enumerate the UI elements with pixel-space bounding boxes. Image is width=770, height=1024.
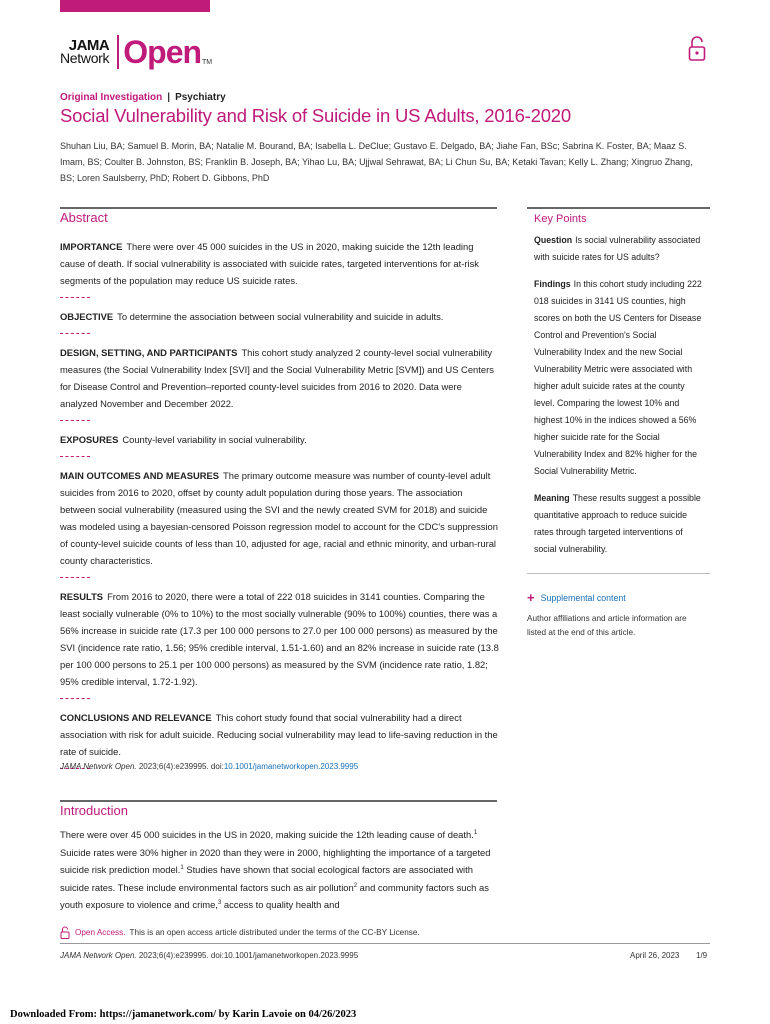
- findings-text: In this cohort study including 222 018 suicides in 3141 US counties, high scores on both the US Centers for Disease Control and Prevention's Social Vulnerability Index and the new Social Vulnerability Metric were associated with higher adult suicide rates at the county level. Comparing the lowest 10% and highest 10% in the indices showed a 56% higher suicide rate for the Social Vulnerability Index and 82% higher for the Social Vulnerability Metric.: [534, 279, 702, 476]
- abstract-citation: [60, 762, 358, 771]
- exposures-label: EXPOSURES: [60, 434, 119, 445]
- category-secondary[interactable]: Psychiatry: [175, 92, 226, 103]
- abstract-rule: [60, 207, 497, 209]
- reference-marker[interactable]: 1: [473, 829, 478, 836]
- citation-text: 2023;6(4):e239995. doi:: [138, 762, 224, 771]
- category-primary[interactable]: Original Investigation: [60, 92, 163, 103]
- logo-open: Open: [123, 34, 202, 70]
- findings-label: Findings: [534, 279, 571, 289]
- key-points-body: [534, 232, 706, 568]
- abstract-body: [60, 238, 500, 779]
- abstract-objective: [60, 308, 500, 325]
- objective-label: OBJECTIVE: [60, 311, 114, 322]
- importance-text: There were over 45 000 suicides in the US in 2020, making suicide the 12th leading cause of death. If social vulnerability is associated with suicide rates, targeted interventions for at-risk segments of the population may reduce US suicide rates.: [60, 241, 479, 286]
- footer-rule: [60, 943, 710, 944]
- question-label: Question: [534, 235, 573, 245]
- section-divider: [60, 577, 90, 578]
- introduction-heading: Introduction: [60, 803, 128, 818]
- citation-journal: JAMA Network Open.: [60, 762, 137, 771]
- article-title: Social Vulnerability and Risk of Suicide in US Adults, 2016-2020: [60, 105, 571, 126]
- design-label: DESIGN, SETTING, AND PARTICIPANTS: [60, 347, 238, 358]
- outcomes-text: The primary outcome measure was number of county-level adult suicides from 2016 to 2020, offset by county adult population during those years. The association between social vulnerability (measured using the SVI and the newly created SVM for 2018) and suicide was modeled using a bayesian-censored Poisson regression model to account for the CDC's suppression of county-level suicide counts of less than 10, adjusted for age, racial and ethnic minority, and urban-rural county characteristics.: [60, 470, 498, 566]
- section-divider: [60, 420, 90, 421]
- design-text: This cohort study analyzed 2 county-level social vulnerability measures (the Social Vulnerability Index [SVI] and the Social Vulnerability Metric [SVM]) and US Centers for Disease Control and Prevention–reported county-level suicides from 2016 to 2020. Data were analyzed November and December 2022.: [60, 347, 494, 409]
- key-points-rule: [527, 207, 710, 209]
- key-points-meaning: [534, 490, 706, 558]
- key-points-heading: Key Points: [534, 213, 587, 225]
- open-lock-icon[interactable]: [688, 36, 706, 62]
- logo-jama: JAMA: [68, 37, 110, 54]
- key-points-question: [534, 232, 706, 266]
- plus-icon: +: [527, 590, 535, 605]
- meaning-label: Meaning: [534, 493, 570, 503]
- footer-citation: [60, 951, 358, 960]
- open-access-text: This is an open access article distributed under the terms of the CC-BY License.: [129, 928, 420, 937]
- abstract-conclusions: [60, 709, 500, 760]
- section-divider: [60, 297, 90, 298]
- introduction-body: [60, 826, 500, 914]
- open-access-label[interactable]: Open Access.: [75, 928, 126, 937]
- logo-trademark: TM: [202, 59, 213, 66]
- footer-date: April 26, 2023: [630, 951, 680, 960]
- conclusions-label: CONCLUSIONS AND RELEVANCE: [60, 712, 212, 723]
- footer-citation-text: 2023;6(4):e239995. doi:10.1001/jamanetworkopen.2023.9995: [138, 951, 359, 960]
- logo-divider: [117, 35, 119, 69]
- meaning-text: These results suggest a possible quantitative approach to reduce suicide rates through targeted interventions of social vulnerability.: [534, 493, 701, 554]
- reference-marker[interactable]: 3: [217, 899, 222, 906]
- category-separator: |: [167, 92, 171, 103]
- results-label: RESULTS: [60, 591, 104, 602]
- key-points-findings: [534, 276, 706, 480]
- objective-text: To determine the association between social vulnerability and suicide in adults.: [117, 311, 444, 322]
- article-category: [60, 92, 226, 103]
- open-access-notice: [60, 926, 420, 939]
- intro-text: and community factors such as youth exposure to violence and crime,: [60, 881, 489, 910]
- open-lock-icon: [60, 926, 70, 939]
- author-list: Shuhan Liu, BA; Samuel B. Morin, BA; Natalie M. Bourand, BA; Isabella L. DeClue; Gustavo E. Delgado, BA; Jiahe Fan, BSc; Sabrina K. Foster, BA; Maaz S. Imam, BS; Coulter B. Johnston, BS; Franklin B. Joseph, BA; Yihao Lu, BA; Ujjwal Sehrawat, BA; Li Chun Su, BA; Ketaki Tavan; Kelly L. Zhang; Xingruo Zhang, BS; Loren Saulsberry, PhD; Robert D. Gibbons, PhD: [60, 141, 693, 183]
- logo-wordmark-left: [60, 39, 109, 65]
- supplemental-label[interactable]: Supplemental content: [540, 592, 626, 603]
- intro-text: access to quality health and: [221, 899, 340, 910]
- results-text: From 2016 to 2020, there were a total of 222 018 suicides in 3141 counties. Comparing the least socially vulnerable (0% to 10%) to the most socially vulnerable (90% to 100%) counties, there was a 56% increase in suicide rate (17.3 per 100 000 persons to 27.0 per 100 000 persons) as measured by the SVI (incidence rate ratio, 1.56; 95% credible interval, 1.51-1.60) and an 82% increase in suicide rate (13.8 per 100 000 persons to 25.1 per 100 000 persons) as measured by the SVM (incidence rate ratio, 1.82; 95% credible interval, 1.72-1.92).: [60, 591, 499, 687]
- question-text: Is social vulnerability associated with suicide rates for US adults?: [534, 235, 701, 262]
- conclusions-text: This cohort study found that social vulnerability had a direct association with risk for adult suicide. Reducing social vulnerability may lead to life-saving reduction in the rate of suicide.: [60, 712, 498, 757]
- reference-marker[interactable]: 1: [180, 864, 184, 871]
- abstract-outcomes: [60, 467, 500, 569]
- intro-text: Suicide rates were 30% higher in 2020 than they were in 2000, highlighting the importance of a targeted suicide risk prediction model.: [60, 846, 491, 875]
- abstract-importance: [60, 238, 500, 289]
- abstract-exposures: [60, 431, 500, 448]
- footer-journal: JAMA Network Open.: [60, 951, 137, 960]
- importance-label: IMPORTANCE: [60, 241, 123, 252]
- introduction-rule: [60, 800, 497, 802]
- intro-text: There were over 45 000 suicides in the US in 2020, making suicide the 12th leading cause of death.: [60, 829, 474, 840]
- footer-page-number: 1/9: [696, 951, 708, 960]
- section-divider: [60, 456, 90, 457]
- section-divider: [60, 333, 90, 334]
- abstract-results: [60, 588, 500, 690]
- affiliations-note: Author affiliations and article information are listed at the end of this article.: [527, 614, 687, 637]
- reference-marker[interactable]: 2: [353, 882, 358, 889]
- abstract-design: [60, 344, 500, 412]
- citation-doi-link[interactable]: 10.1001/jamanetworkopen.2023.9995: [223, 762, 359, 771]
- top-accent-bar: [60, 0, 210, 12]
- logo-network: Network: [60, 50, 110, 66]
- section-divider: [60, 698, 90, 699]
- outcomes-label: MAIN OUTCOMES AND MEASURES: [60, 470, 220, 481]
- abstract-heading: Abstract: [60, 210, 108, 225]
- key-points-bottom-rule: [527, 573, 710, 574]
- intro-text: Studies have shown that social ecological factors are associated with suicide rates. These include environmental factors such as air pollution: [60, 864, 473, 893]
- download-notice: Downloaded From: https://jamanetwork.com/ by Karin Lavoie on 04/26/2023: [10, 1009, 357, 1020]
- exposures-text: County-level variability in social vulnerability.: [122, 434, 307, 445]
- jama-network-open-logo[interactable]: [60, 32, 212, 72]
- supplemental-content-link[interactable]: [527, 590, 626, 605]
